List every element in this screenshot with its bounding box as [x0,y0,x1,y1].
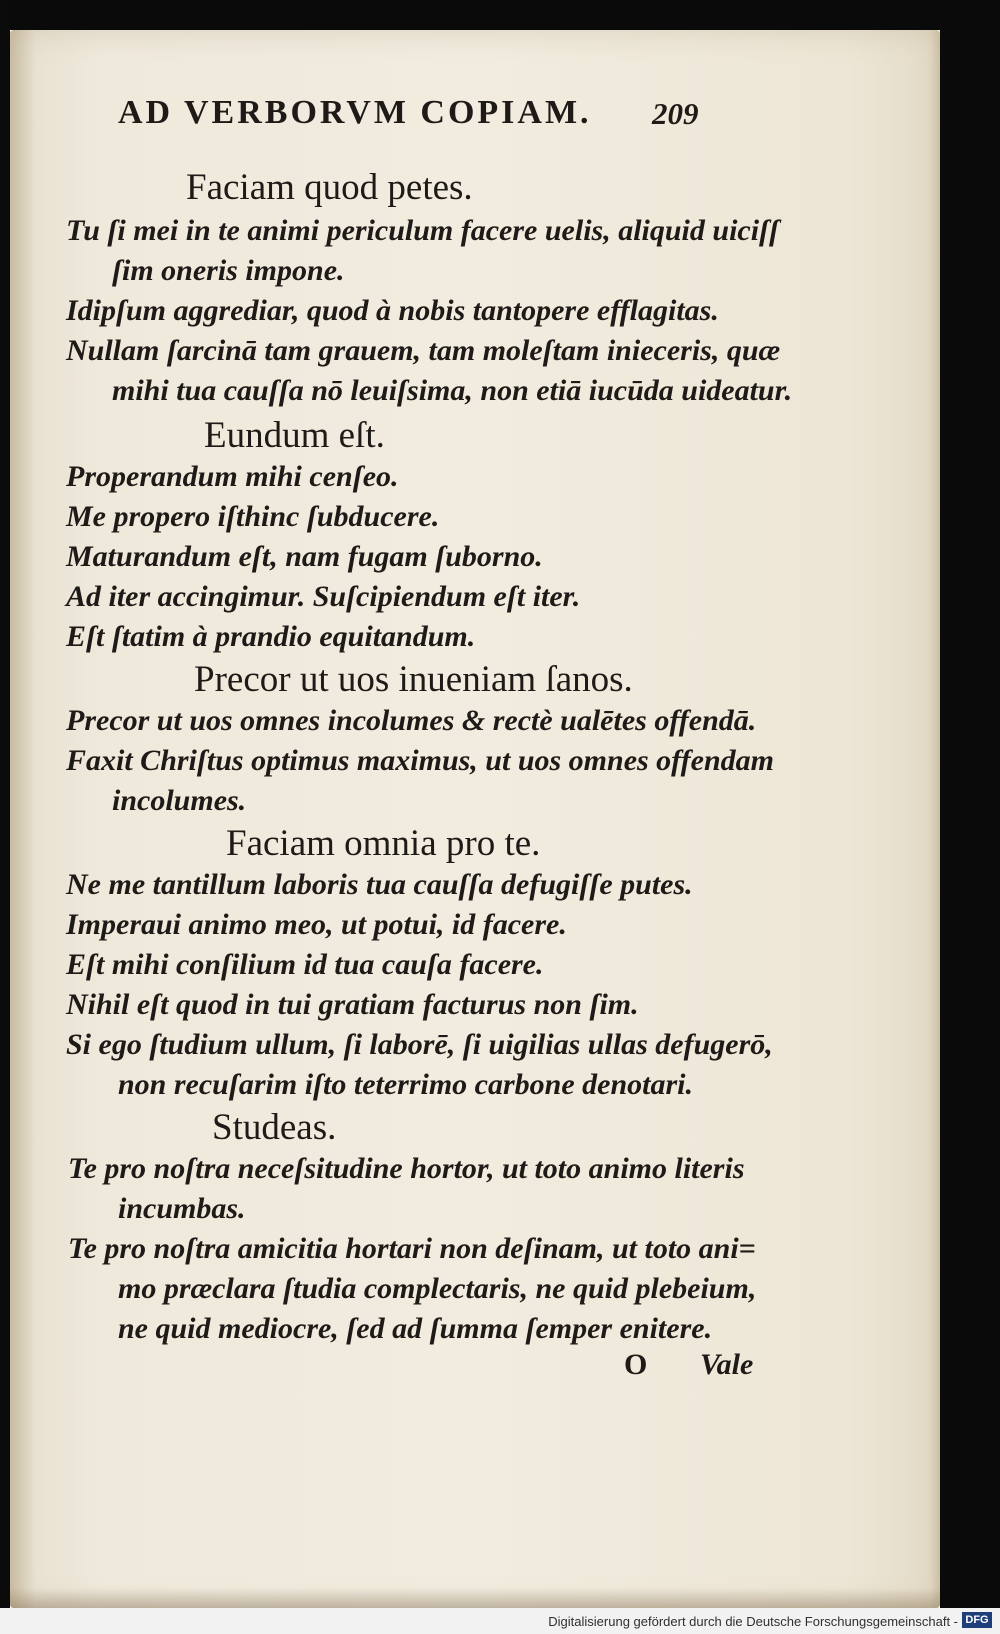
text-line: ne quid mediocre, ſed ad ſumma ſemper enitere. [118,1312,713,1345]
section-heading: Faciam quod petes. [186,167,473,208]
text-line: Idipſum aggrediar, quod à nobis tantopere efflagitas. [66,294,719,327]
text-line: Te pro noſtra amicitia hortari non deſinam, ut toto ani= [68,1232,756,1265]
text-line: mo præclara ſtudia complectaris, ne quid plebeium, [118,1272,757,1305]
text-line: Properandum mihi cenſeo. [66,460,399,493]
section-heading: Studeas. [212,1107,337,1148]
book-page [10,30,940,1608]
section-heading: Precor ut uos inueniam ſanos. [194,659,633,700]
text-line: Maturandum eſt, nam fugam ſuborno. [66,540,543,573]
catchword: Vale [700,1348,754,1381]
running-head: AD VERBORVM COPIAM. [118,94,592,131]
page-gutter [10,30,36,1608]
scan-border-left [0,0,10,1634]
page-edge [930,30,940,1608]
section-heading: Faciam omnia pro te. [226,823,541,864]
text-line: incumbas. [118,1192,246,1225]
text-line: Si ego ſtudium ullum, ſi laborē, ſi uigilias ullas defugerō, [66,1028,773,1061]
text-line: mihi tua cauſſa nō leuiſsima, non etiā iucūda uideatur. [112,374,793,407]
text-line: Ad iter accingimur. Suſcipiendum eſt iter. [66,580,581,613]
text-line: Ne me tantillum laboris tua cauſſa defugiſſe putes. [66,868,693,901]
text-line: Te pro noſtra neceſsitudine hortor, ut toto animo literis [68,1152,745,1185]
scan-border-right [940,0,1000,1634]
text-line: Eſt mihi conſilium id tua cauſa facere. [66,948,544,981]
digitization-credit: Digitalisierung gefördert durch die Deutsche Forschungsgemeinschaft - [548,1614,958,1629]
text-line: Nullam ſarcinā tam grauem, tam moleſtam inieceris, quæ [66,334,781,367]
section-heading: Eundum eſt. [204,415,385,456]
page-bottom-shadow [10,1588,940,1608]
signature-mark: O [624,1348,648,1381]
page-number: 209 [652,96,699,131]
text-line: incolumes. [112,784,247,817]
dfg-logo: DFG [962,1612,992,1628]
text-line: Nihil eſt quod in tui gratiam facturus non ſim. [66,988,639,1021]
text-line: Faxit Chriſtus optimus maximus, ut uos omnes offendam [66,744,774,777]
text-line: ſim oneris impone. [112,254,345,287]
text-line: Eſt ſtatim à prandio equitandum. [66,620,476,653]
text-line: non recuſarim iſto teterrimo carbone denotari. [118,1068,694,1101]
text-line: Tu ſi mei in te animi periculum facere uelis, aliquid uiciſſ [66,214,780,247]
text-line: Me propero iſthinc ſubducere. [66,500,440,533]
text-line: Precor ut uos omnes incolumes & rectè ualētes offendā. [66,704,757,737]
text-line: Imperaui animo meo, ut potui, id facere. [66,908,567,941]
scan-border-top [0,0,1000,30]
